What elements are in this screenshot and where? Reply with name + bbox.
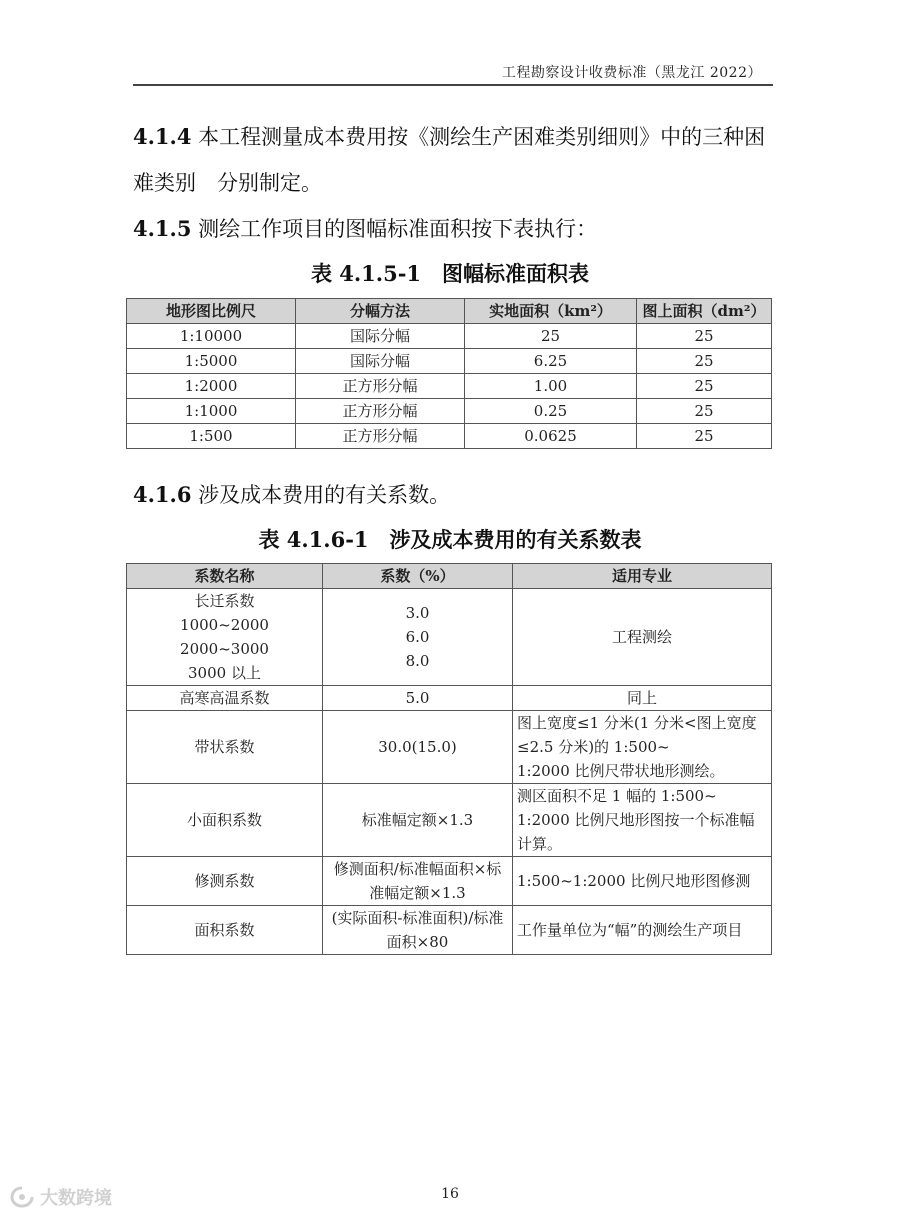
table-cell: 0.0625: [465, 424, 637, 449]
paragraph-4-1-4: [133, 114, 778, 206]
table-row: [127, 424, 772, 449]
table-cell: 1.00: [465, 374, 637, 399]
cost-coefficient-table: [126, 563, 772, 955]
table-caption: 表 4.1.5-1 图幅标准面积表: [310, 261, 590, 286]
table-cell: 工程测绘: [513, 589, 772, 686]
table-row: [127, 324, 772, 349]
table-row: [127, 399, 772, 424]
table-cell: 面积系数: [127, 906, 323, 955]
table-cell: 正方形分幅: [296, 424, 465, 449]
watermark-logo-icon: [10, 1186, 34, 1208]
page-number: 16: [441, 1186, 459, 1202]
table-cell: 高寒高温系数: [127, 686, 323, 711]
column-header: 系数（%）: [323, 564, 513, 589]
section-number: 4.1.4: [133, 124, 192, 149]
table-row: [127, 711, 772, 784]
table-cell: 工作量单位为“幅”的测绘生产项目: [513, 906, 772, 955]
table-cell: 6.25: [465, 349, 637, 374]
table-cell: 25: [637, 349, 772, 374]
table-cell: 1:2000: [127, 374, 296, 399]
table-cell: 长迁系数 1000~2000 2000~3000 3000 以上: [127, 589, 323, 686]
table-cell: 同上: [513, 686, 772, 711]
table-cell: 30.0(15.0): [323, 711, 513, 784]
column-header: 实地面积（km²）: [465, 299, 637, 324]
page-header-title: 工程勘察设计收费标准（黑龙江 2022）: [501, 65, 762, 81]
column-header: 地形图比例尺: [127, 299, 296, 324]
table-cell: 1:500: [127, 424, 296, 449]
paragraph-4-1-6: [133, 472, 778, 518]
table-cell: 1:10000: [127, 324, 296, 349]
table-header-row: [127, 299, 772, 324]
table-cell: 1:1000: [127, 399, 296, 424]
table-cell: 带状系数: [127, 711, 323, 784]
table-cell: 国际分幅: [296, 324, 465, 349]
table-cell: 国际分幅: [296, 349, 465, 374]
table-cell: 25: [465, 324, 637, 349]
table-cell: 正方形分幅: [296, 399, 465, 424]
table-cell: 0.25: [465, 399, 637, 424]
paragraph-text: 测绘工作项目的图幅标准面积按下表执行：: [198, 217, 598, 241]
table-cell: 25: [637, 374, 772, 399]
table-cell: (实际面积-标准面积)/标准面积×80: [323, 906, 513, 955]
table-caption: 表 4.1.6-1 涉及成本费用的有关系数表: [258, 527, 642, 552]
table-row: [127, 589, 772, 686]
section-number: 4.1.5: [133, 216, 192, 241]
table-row: [127, 784, 772, 857]
table-cell: 3.0 6.0 8.0: [323, 589, 513, 686]
table-cell: 测区面积不足 1 幅的 1:500~ 1:2000 比例尺地形图按一个标准幅计算。: [513, 784, 772, 857]
column-header: 适用专业: [513, 564, 772, 589]
table-cell: 正方形分幅: [296, 374, 465, 399]
table-cell: 小面积系数: [127, 784, 323, 857]
paragraph-4-1-5: [133, 206, 778, 252]
table-cell: 修测系数: [127, 857, 323, 906]
column-header: 分幅方法: [296, 299, 465, 324]
paragraph-text: 难类别 分别制定。: [133, 171, 322, 195]
table-header-row: [127, 564, 772, 589]
table-cell: 1:500~1:2000 比例尺地形图修测: [513, 857, 772, 906]
column-header: 图上面积（dm²）: [637, 299, 772, 324]
header-rule: [133, 84, 773, 86]
table-row: [127, 349, 772, 374]
table-cell: 1:5000: [127, 349, 296, 374]
table-cell: 25: [637, 324, 772, 349]
table-cell: 修测面积/标准幅面积×标准幅定额×1.3: [323, 857, 513, 906]
watermark-text: 大数跨境: [40, 1188, 112, 1209]
watermark: [10, 1184, 112, 1210]
table-cell: 25: [637, 399, 772, 424]
table-cell: 标准幅定额×1.3: [323, 784, 513, 857]
table-cell: 25: [637, 424, 772, 449]
standard-area-table: [126, 298, 772, 449]
table-cell: 图上宽度≤1 分米(1 分米<图上宽度≤2.5 分米)的 1:500~ 1:2000 比例尺带状地形测绘。: [513, 711, 772, 784]
table-row: [127, 857, 772, 906]
table-row: [127, 906, 772, 955]
column-header: 系数名称: [127, 564, 323, 589]
paragraph-text: 本工程测量成本费用按《测绘生产困难类别细则》中的三种困: [198, 125, 766, 149]
paragraph-text: 涉及成本费用的有关系数。: [198, 483, 451, 507]
section-number: 4.1.6: [133, 482, 192, 507]
table-cell: 5.0: [323, 686, 513, 711]
table-row: [127, 686, 772, 711]
table-row: [127, 374, 772, 399]
